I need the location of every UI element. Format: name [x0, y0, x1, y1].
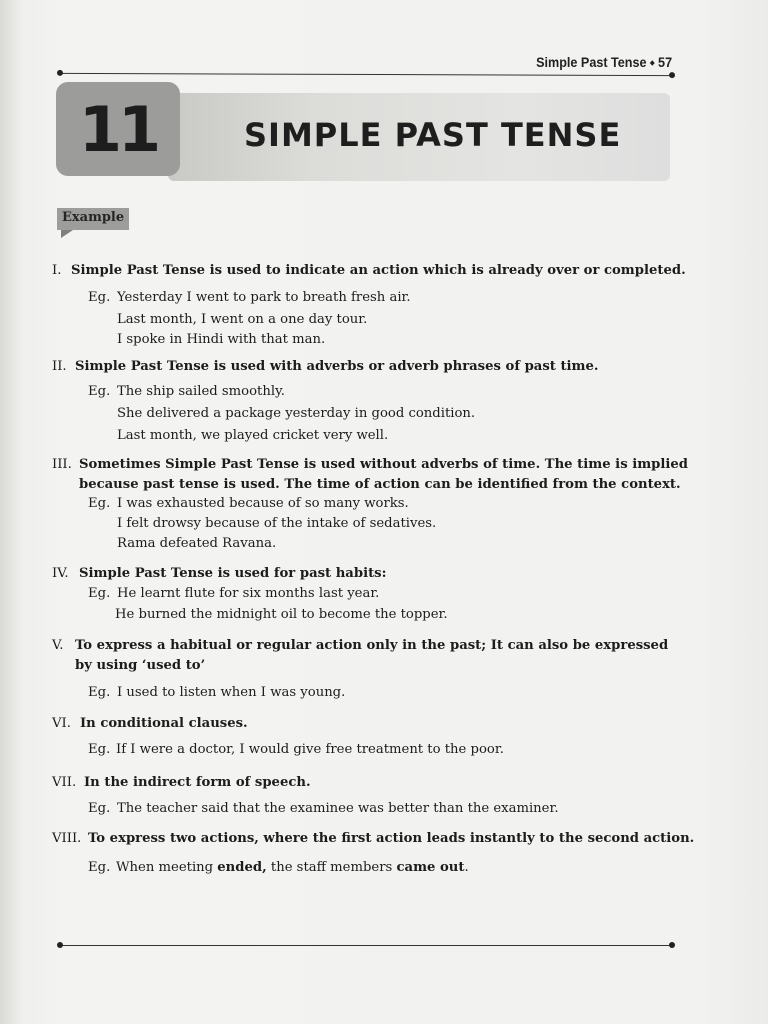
rule-heading-continued: because past tense is used. The time of action can be identified from the context. — [79, 477, 681, 492]
rule-numeral: II. — [52, 359, 67, 374]
example-sentence — [116, 860, 469, 875]
example-sentence: The teacher said that the examinee was better than the examiner. — [117, 801, 559, 816]
rule-heading: In the indirect form of speech. — [84, 775, 311, 790]
example-sentence: I spoke in Hindi with that man. — [117, 332, 326, 347]
rule-numeral: IV. — [52, 566, 69, 581]
eg-label: Eg. — [88, 860, 111, 875]
rule-heading: Simple Past Tense is used with adverbs or adverb phrases of past time. — [75, 359, 599, 374]
eg-label: Eg. — [88, 801, 111, 816]
chapter-number: 11 — [78, 92, 158, 166]
example-sentence: She delivered a package yesterday in good condition. — [117, 406, 476, 421]
rule-numeral: III. — [52, 457, 72, 472]
rule-numeral: VII. — [52, 775, 77, 790]
example-sentence: He learnt flute for six months last year. — [117, 586, 380, 601]
rule-heading: Simple Past Tense is used for past habits: — [79, 566, 387, 581]
running-head: Simple Past Tense ⬩ 57 — [536, 54, 672, 70]
rule-heading-continued: by using ‘used to’ — [75, 658, 206, 673]
eg-label: Eg. — [88, 685, 111, 700]
rule-numeral: I. — [52, 263, 62, 278]
eg-label: Eg. — [88, 384, 111, 399]
example-sentence: He burned the midnight oil to become the topper. — [115, 607, 448, 622]
example-sentence: The ship sailed smoothly. — [117, 384, 285, 399]
chapter-title: SIMPLE PAST TENSE — [244, 116, 622, 154]
example-sentence: If I were a doctor, I would give free treatment to the poor. — [116, 742, 504, 757]
eg-label: Eg. — [88, 586, 111, 601]
example-text: When meeting — [116, 860, 218, 875]
example-sentence: Rama defeated Ravana. — [117, 536, 277, 551]
example-text: . — [464, 860, 469, 875]
rule-numeral: V. — [52, 638, 64, 653]
rule-heading: Sometimes Simple Past Tense is used without adverbs of time. The time is implied — [79, 457, 689, 472]
example-emphasis: ended, — [217, 860, 267, 875]
rule-numeral: VIII. — [52, 831, 82, 846]
example-label: Example — [62, 210, 125, 225]
example-sentence: Last month, we played cricket very well. — [117, 428, 389, 443]
example-sentence: Last month, I went on a one day tour. — [117, 312, 368, 327]
rule-heading: To express a habitual or regular action only in the past; It can also be expressed — [75, 638, 669, 653]
bottom-rule — [60, 945, 672, 946]
example-emphasis: came out — [396, 860, 465, 875]
example-sentence: Yesterday I went to park to breath fresh air. — [117, 290, 411, 305]
rule-heading: To express two actions, where the first action leads instantly to the second action. — [88, 831, 695, 846]
example-sentence: I felt drowsy because of the intake of sedatives. — [117, 516, 437, 531]
example-text: the staff members — [266, 860, 397, 875]
example-sentence: I used to listen when I was young. — [117, 685, 346, 700]
eg-label: Eg. — [88, 290, 111, 305]
rule-numeral: VI. — [52, 716, 71, 731]
rule-heading: In conditional clauses. — [80, 716, 248, 731]
eg-label: Eg. — [88, 742, 111, 757]
rule-heading: Simple Past Tense is used to indicate an action which is already over or completed. — [71, 263, 686, 278]
example-sentence: I was exhausted because of so many works. — [117, 496, 409, 511]
eg-label: Eg. — [88, 496, 111, 511]
